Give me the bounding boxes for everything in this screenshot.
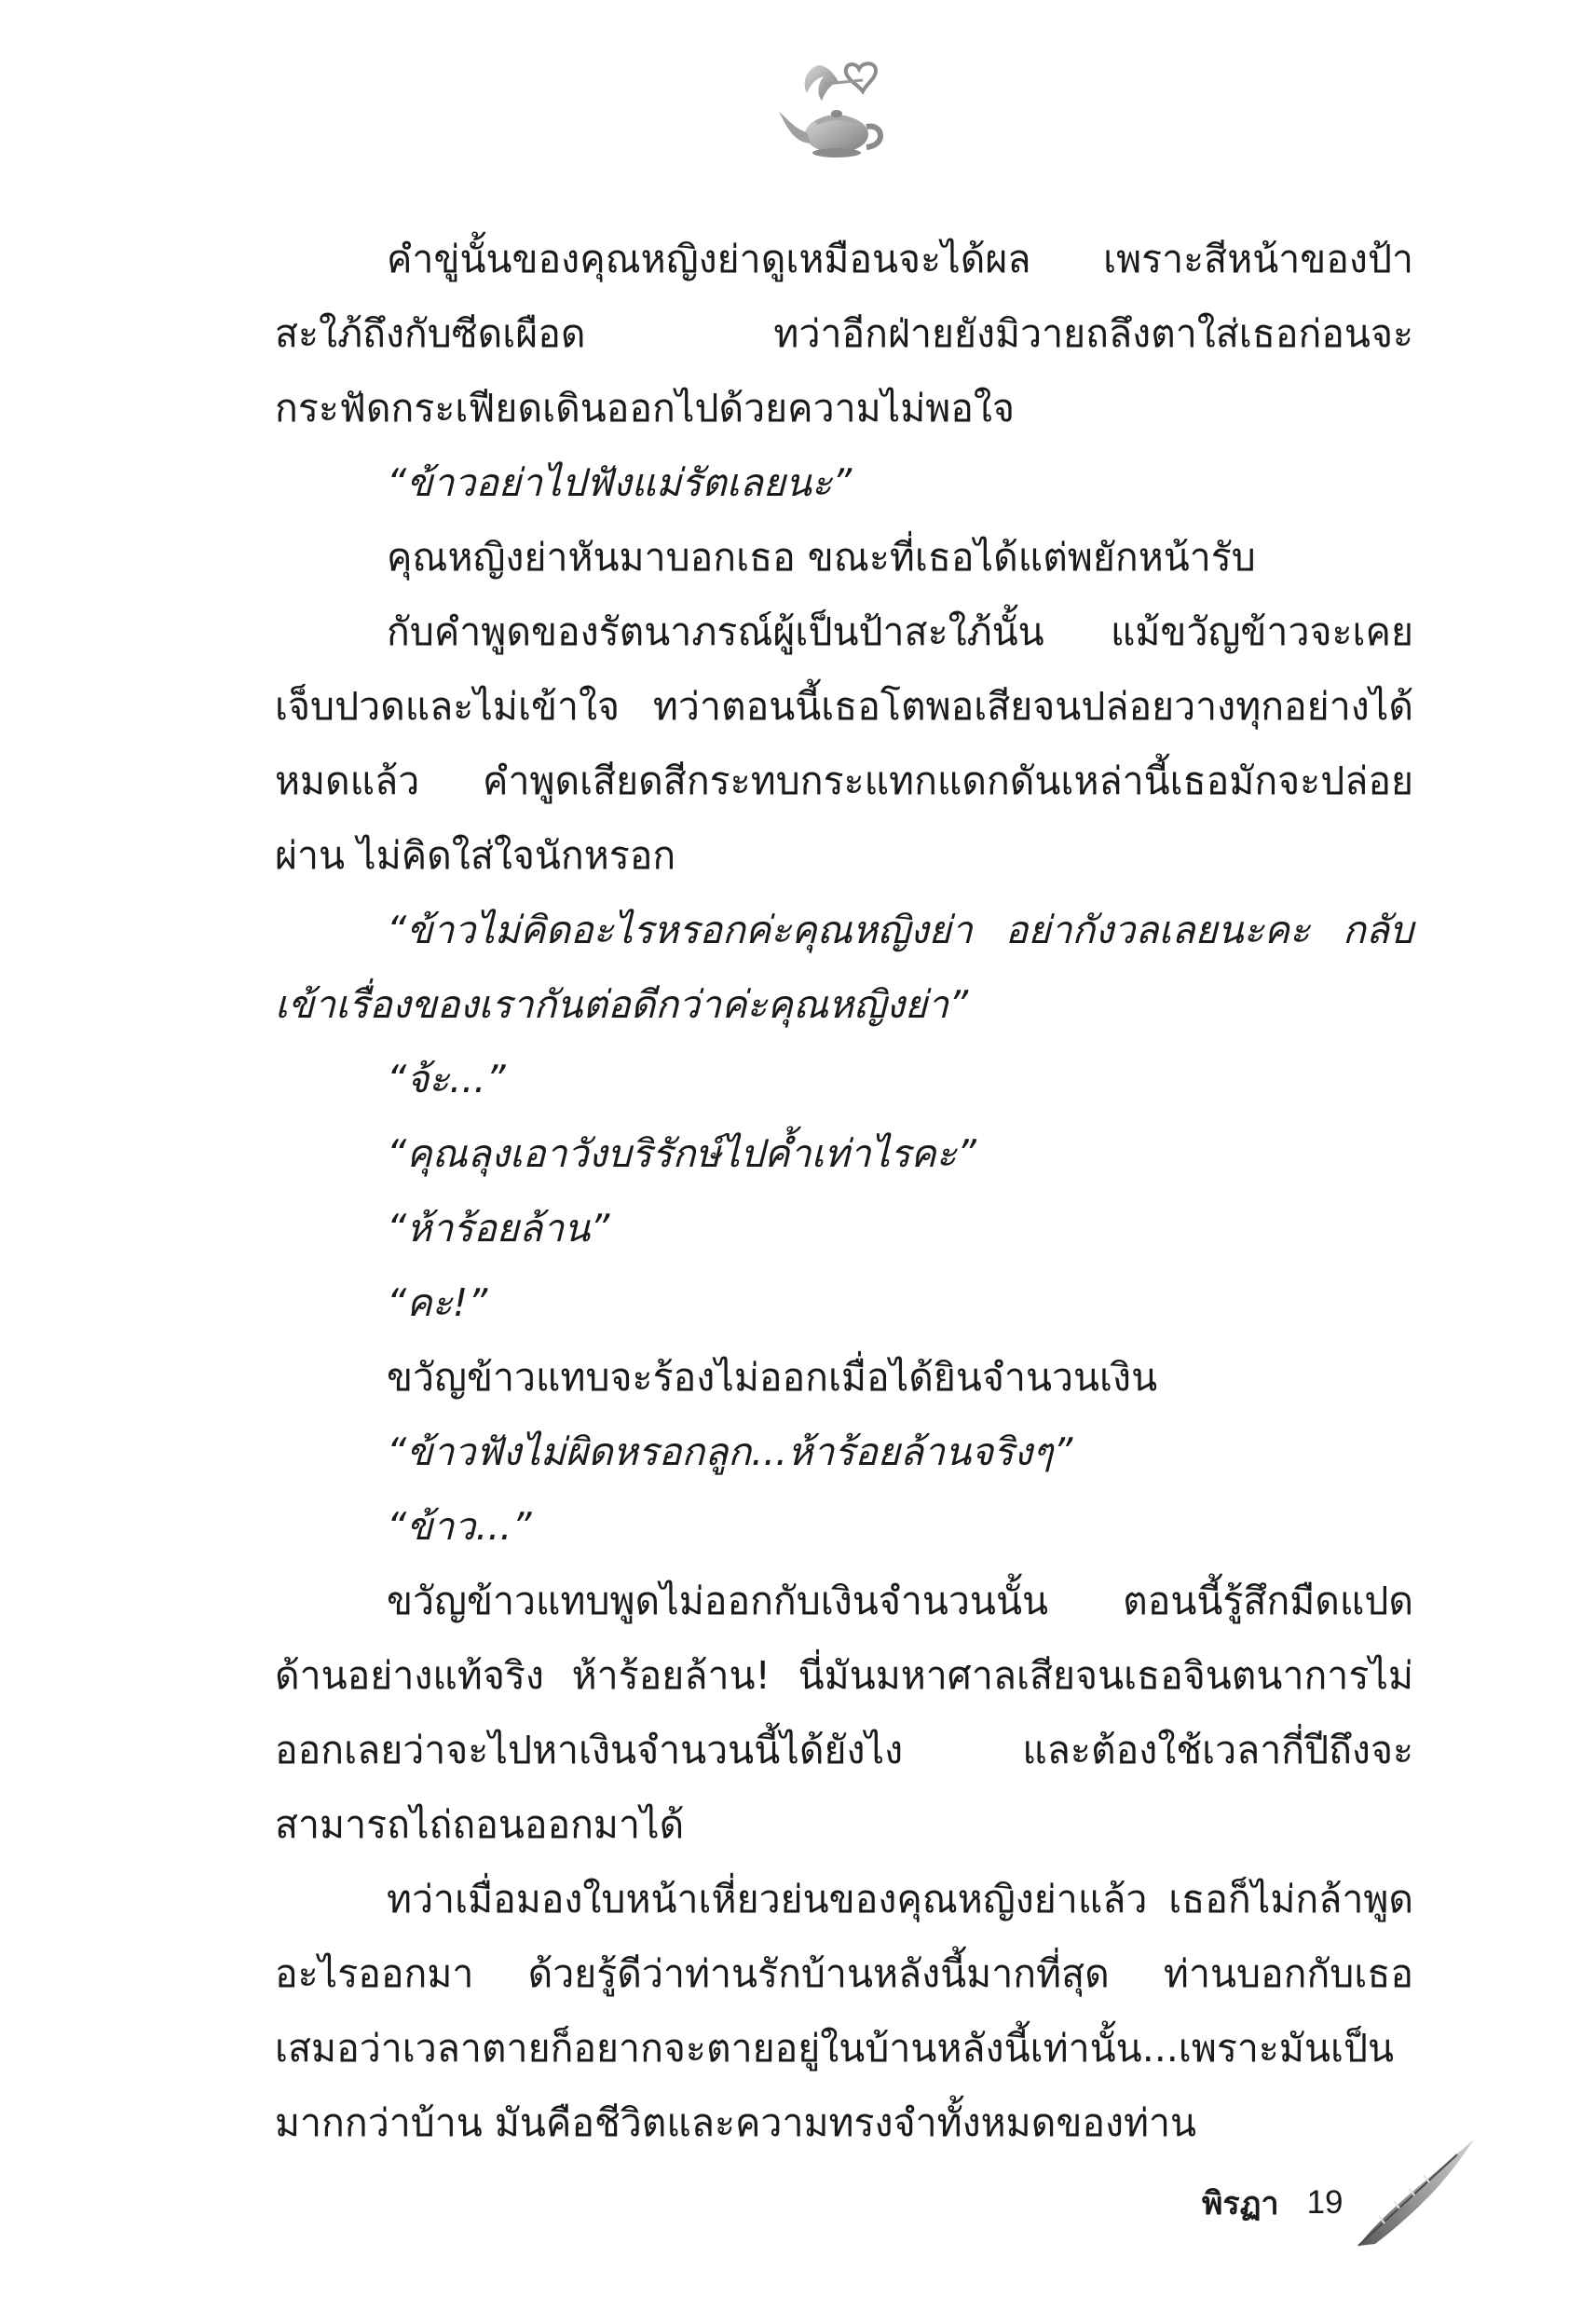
paragraph: คุณหญิงย่าหันมาบอกเธอ ขณะที่เธอได้แต่พยักหน้ารับ: [387, 535, 1256, 580]
body-text: [275, 222, 1413, 2160]
dialogue-line: “คะ!”: [387, 1280, 488, 1325]
page-number: 19: [1306, 2184, 1344, 2221]
paragraph: ขวัญข้าวแทบจะร้องไม่ออกเมื่อได้ยินจำนวนเงิน: [387, 1355, 1158, 1400]
teapot-angel-icon: [770, 56, 900, 166]
feather-quill-icon: [1347, 2134, 1478, 2255]
dialogue-line: “ข้าว...”: [387, 1504, 532, 1549]
paragraph: คำขู่นั้นของคุณหญิงย่าดูเหมือนจะได้ผล เพราะสีหน้าของป้าสะใภ้ถึงกับซีดเผือด ทว่าอีกฝ่ายยังมิวายถลึงตาใส่เธอก่อนจะกระฟัดกระเฟียดเดินออกไปด้วยความไม่พอใจ: [275, 237, 1413, 431]
paragraph: กับคำพูดของรัตนาภรณ์ผู้เป็นป้าสะใภ้นั้น แม้ขวัญข้าวจะเคยเจ็บปวดและไม่เข้าใจ ทว่าตอนนี้เธอโตพอเสียจนปล่อยวางทุกอย่างได้หมดแล้ว คำพูดเสียดสีกระทบกระแทกแดกดันเหล่านี้เธอมักจะปล่อยผ่าน ไม่คิดใส่ใจนักหรอก: [275, 609, 1413, 878]
dialogue-line: “ข้าวไม่คิดอะไรหรอกค่ะคุณหญิงย่า อย่ากังวลเลยนะคะ กลับเข้าเรื่องของเรากันต่อดีกว่าค่ะคุณหญิงย่า”: [275, 908, 1413, 1027]
paragraph: ทว่าเมื่อมองใบหน้าเหี่ยวย่นของคุณหญิงย่าแล้ว เธอก็ไม่กล้าพูดอะไรออกมา ด้วยรู้ดีว่าท่านรักบ้านหลังนี้มากที่สุด ท่านบอกกับเธอเสมอว่าเวลาตายก็อยากจะตายอยู่ในบ้านหลังนี้เท่านั้น...เพราะมันเป็นมากกว่าบ้าน มันคือชีวิตและความทรงจำทั้งหมดของท่าน: [275, 1877, 1413, 2145]
dialogue-line: “จ้ะ...”: [387, 1057, 506, 1101]
dialogue-line: “ห้าร้อยล้าน”: [387, 1206, 610, 1251]
author-name: พิรฏา: [1202, 2185, 1279, 2222]
dialogue-line: “คุณลุงเอาวังบริรักษ์ไปค้ำเท่าไรคะ”: [387, 1131, 976, 1176]
paragraph: ขวัญข้าวแทบพูดไม่ออกกับเงินจำนวนนั้น ตอนนี้รู้สึกมืดแปดด้านอย่างแท้จริง ห้าร้อยล้าน! นี่มันมหาศาลเสียจนเธอจินตนาการไม่ออกเลยว่าจะไปหาเงินจำนวนนี้ได้ยังไง และต้องใช้เวลากี่ปีถึงจะสามารถไถ่ถอนออกมาได้: [275, 1579, 1413, 1847]
dialogue-line: “ข้าวฟังไม่ผิดหรอกลูก...ห้าร้อยล้านจริงๆ”: [387, 1429, 1073, 1474]
dialogue-line: “ข้าวอย่าไปฟังแม่รัตเลยนะ”: [387, 460, 853, 505]
page-footer: [1202, 2175, 1344, 2231]
